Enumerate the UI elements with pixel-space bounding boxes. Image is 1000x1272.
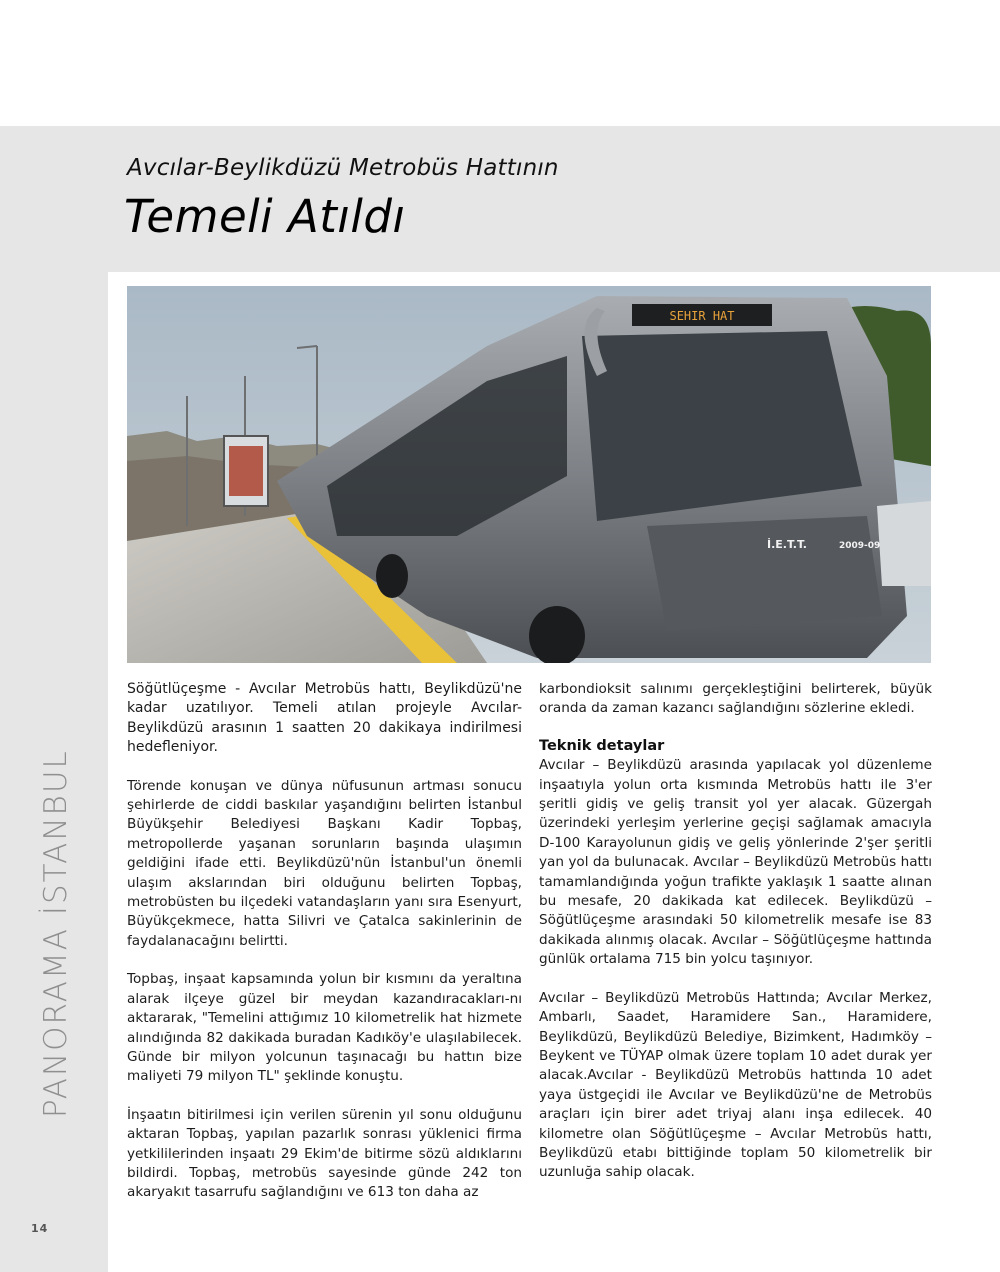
bus-stop-ad [229,446,263,496]
bus-wheel-rear [376,554,408,598]
paragraph: Avcılar – Beylikdüzü arasında yapılacak yol düzenleme inşaatıyla yolun orta kısmında Metrobüs hattı ile 3'er şeritli gidiş ve geliş transit yol yer alacak. Güzergah üzerindeki yerleşim yerlerine geçişi sağlamak amacıyla D-100 Karayolunun gidiş ve geliş yönlerinde 2'şer şeritli yan yol da bulunacak. Avcılar – Beylikdüzü Metrobüs hattı tamamlandığında yoğun trafikte yaklaşık 1 saatte alınan bu mesafe, 20 dakikada kat edilecek. Beylikdüzü – Söğütlüçeşme arasındaki 50 kilometrelik mesafe ise 83 dakikada alınmış olacak. Avcılar – Söğütlüçeşme hattında günlük ortalama 715 bin yolcu taşınıyor. [539,757,932,968]
article-title: Temeli Atıldı [124,190,406,243]
right-column [539,680,932,1202]
article-subtitle: Avcılar-Beylikdüzü Metrobüs Hattının [127,155,559,181]
left-column [127,680,522,1222]
paragraph: Topbaş, inşaat kapsamında yolun bir kısmını da yeraltına alarak ilçeye güzel bir meydan kazandıracakları-nı aktararak, "Temelini attığımız 10 kilometrelik hat hizmete alındığında 82 dakikada buradan Kadıköy'e ulaşılabilecek. Günde bir milyon yolcunun taşınacağı bu hattın bize maliyeti 79 milyon TL" şeklinde konuştu. [127,971,522,1085]
page-number: 14 [31,1222,49,1235]
magazine-name-part2: İSTANBUL [38,749,74,916]
paragraph: Törende konuşan ve dünya nüfusunun artması sonucu şehirlerde de ciddi baskılar yaşandığını belirten İstanbul Büyükşehir Belediyesi Başkanı Kadir Topbaş, metropollerde yaşanan sorunların başında ulaşımın geldiğini ifade etti. Beylikdüzü'nün İstanbul'un önemli ulaşım akslarından biri olduğunu belirten Topbaş, metrobüsten bu ilçedeki vatandaşların yanı sıra Esenyurt, Büyükçekmece, hatta Silivri ve Çatalca sakinlerinin de faydalanacağını belirtti. [127,777,522,949]
article-photo [127,286,931,663]
paragraph: Avcılar – Beylikdüzü Metrobüs Hattında; Avcılar Merkez, Ambarlı, Saadet, Haramidere San., Haramidere, Beylikdüzü, Beylikdüzü Belediye, Bizimkent, Hadımköy – Beykent ve TÜYAP olmak üzere toplam 10 adet durak yer alacak.Avcılar - Beylikdüzü Metrobüs hattında 10 adet yaya üstgeçidi ile Avcılar ve Beylikdüzü'ne de Metrobüs araçları için birer adet triyaj alanı inşa edilecek. 40 kilometre olan Söğütlüçeşme – Avcılar Metrobüs hattı, Beylikdüzü etabı bittiğinde toplam 50 kilometrelik bir uzunluğa sahip olacak. [539,989,932,1181]
paragraph: karbondioksit salınımı gerçekleştiğini belirterek, büyük oranda da zaman kazancı sağlandığını sözlerine ekledi. [539,681,932,717]
bus-illustration [127,286,931,663]
bus-number-text: 2009-09 [839,541,881,551]
magazine-side-label [38,749,74,1118]
bus-front-panel [647,516,882,631]
car [877,501,931,586]
magazine-name-part1: PANORAMA [38,915,74,1118]
bus-label-text: İ.E.T.T. [767,538,807,551]
destination-sign-text: SEHIR HAT [669,309,735,323]
section-heading: Teknik detaylar [539,737,665,754]
paragraph: İnşaatın bitirilmesi için verilen sürenin yıl sonu olduğunu aktaran Topbaş, yapılan pazarlık sonrası yüklenici firma yetkililerinden inşaatı 29 Ekim'de bitirme sözü aldıklarını bildirdi. Topbaş, metrobüs sayesinde günde 242 ton akaryakıt tasarrufu sağlandığını ve 613 ton daha az [127,1106,522,1201]
lead-paragraph: Söğütlüçeşme - Avcılar Metrobüs hattı, Beylikdüzü'ne kadar uzatılıyor. Temeli atılan projeyle Avcılar-Beylikdüzü arasının 1 saatten 20 dakikaya indirilmesi hedefleniyor. [127,681,522,756]
